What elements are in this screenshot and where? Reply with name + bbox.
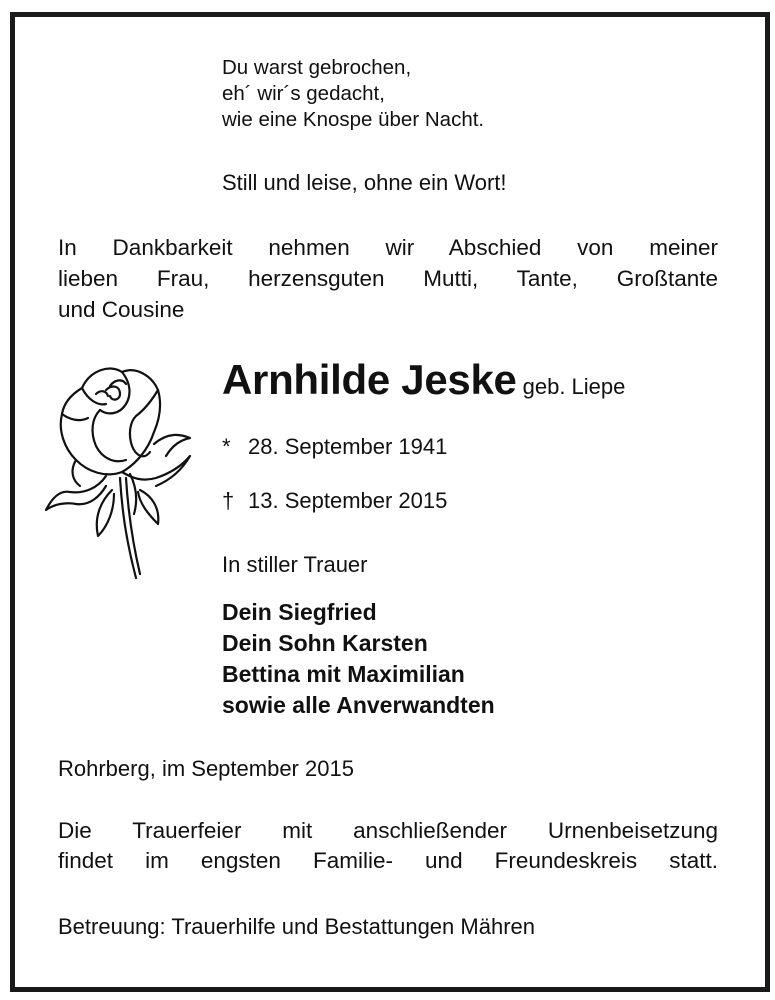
mourner: Dein Sohn Karsten bbox=[222, 630, 428, 656]
funeral-line: Die Trauerfeier mit anschließender Urnenbeisetzung bbox=[58, 818, 718, 843]
death-symbol: † bbox=[222, 488, 235, 513]
birth-date: 28. September 1941 bbox=[248, 434, 448, 459]
mourner: sowie alle Anverwandten bbox=[222, 692, 495, 718]
still-line: Still und leise, ohne ein Wort! bbox=[222, 170, 507, 195]
funeral-line: findet im engsten Familie- und Freundeskreis statt. bbox=[58, 848, 718, 873]
poem-line: Du warst gebrochen, bbox=[222, 56, 412, 79]
mourning-label: In stiller Trauer bbox=[222, 552, 368, 577]
poem bbox=[222, 55, 484, 133]
place-date: Rohrberg, im September 2015 bbox=[58, 756, 354, 781]
intro-line: lieben Frau, herzensguten Mutti, Tante, Großtante bbox=[58, 266, 718, 291]
care-line: Betreuung: Trauerhilfe und Bestattungen Mähren bbox=[58, 914, 535, 939]
birth-symbol: * bbox=[222, 434, 231, 459]
intro-line: und Cousine bbox=[58, 297, 185, 322]
mourner: Dein Siegfried bbox=[222, 599, 377, 625]
death-date-row bbox=[222, 488, 447, 514]
poem-line: eh´ wir´s gedacht, bbox=[222, 82, 385, 105]
intro-text bbox=[58, 232, 718, 325]
rose-icon bbox=[40, 360, 210, 585]
poem-line: wie eine Knospe über Nacht. bbox=[222, 108, 485, 131]
deceased-name: Arnhilde Jeske bbox=[222, 356, 517, 403]
intro-line: In Dankbarkeit nehmen wir Abschied von meiner bbox=[58, 235, 718, 260]
maiden-name: geb. Liepe bbox=[522, 374, 626, 399]
birth-date-row bbox=[222, 434, 447, 460]
deceased-name-row bbox=[222, 356, 625, 404]
death-date: 13. September 2015 bbox=[248, 488, 448, 513]
funeral-info bbox=[58, 816, 718, 876]
mourners-list bbox=[222, 597, 495, 721]
mourner: Bettina mit Maximilian bbox=[222, 661, 465, 687]
